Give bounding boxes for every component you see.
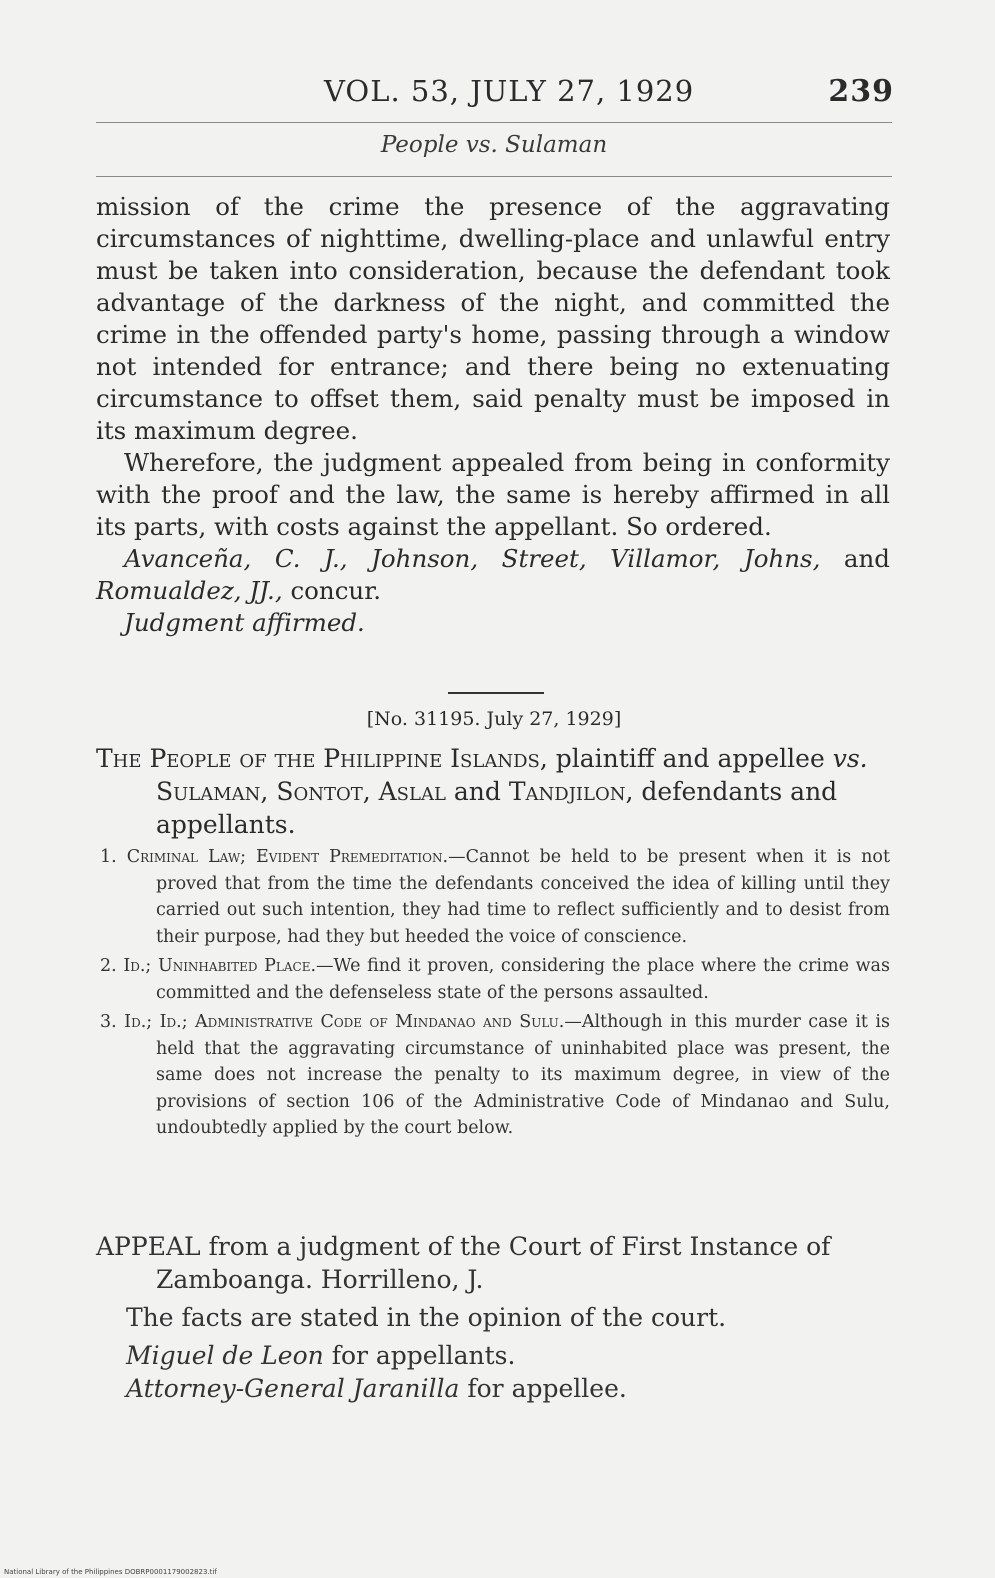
facts-line: The facts are stated in the opinion of the court. bbox=[126, 1303, 727, 1332]
syllabus-text: —Cannot be held to be present when it is not proved that from the time the defendants conceived the idea of killing until they carried out such intention, they had time to reflect sufficiently and to desist from their purpose, had they but heeded the voice of conscience. bbox=[156, 847, 890, 947]
appeal-rest: from a judgment of the Court of First Instance of Zamboanga. Horrilleno, J. bbox=[156, 1232, 831, 1294]
syllabus-text: —We find it proven, considering the place where the crime was committed and the defenseless state of the persons assaulted. bbox=[156, 956, 890, 1003]
concur-names: Avanceña, C. J., Johnson, Street, Villamor, Johns, bbox=[124, 544, 821, 573]
syllabus-num: 1. bbox=[100, 847, 117, 867]
counsel-1-role: for appellants. bbox=[331, 1341, 516, 1370]
page-header bbox=[96, 74, 896, 114]
page-number: 239 bbox=[828, 74, 894, 109]
syllabus-head: Criminal Law; Evident Premeditation. bbox=[126, 847, 449, 867]
concur-text: concur. bbox=[290, 576, 381, 605]
syllabus-item bbox=[100, 1009, 890, 1142]
running-title: People vs. Sulaman bbox=[380, 132, 608, 158]
versus: vs. bbox=[832, 744, 868, 773]
opinion-text bbox=[96, 191, 890, 639]
header-rule-top bbox=[96, 122, 892, 123]
appeal-caps: APPEAL bbox=[96, 1232, 201, 1261]
syllabus-num: 3. bbox=[100, 1012, 117, 1032]
case-title bbox=[96, 742, 890, 841]
syllabus-item bbox=[100, 844, 890, 950]
section-divider bbox=[448, 692, 544, 694]
counsel-1-name: Miguel de Leon bbox=[126, 1341, 324, 1370]
counsel-2-role: for appellee. bbox=[467, 1374, 627, 1403]
volume-date: VOL. 53, JULY 27, 1929 bbox=[324, 74, 695, 108]
header-rule-bottom bbox=[96, 176, 892, 177]
party-defendants: Sulaman, Sontot, Aslal bbox=[156, 777, 446, 806]
party-defendant-last: Tandjilon, bbox=[508, 777, 634, 806]
syllabus bbox=[100, 844, 890, 1145]
concurrence bbox=[96, 543, 890, 607]
concur-names-2: Romualdez, JJ., bbox=[96, 576, 283, 605]
paragraph-2: Wherefore, the judgment appealed from being in conformity with the proof and the law, the same is hereby affirmed in all its parts, with costs against the appellant. So ordered. bbox=[96, 448, 890, 541]
party-plaintiff: The People of the Philippine Islands, bbox=[96, 744, 548, 773]
syllabus-text: —Although in this murder case it is held that the aggravating circumstance of uninhabited place was present, the same does not increase the penalty to its maximum degree, in view of the provisions of section 106 of the Administrative Code of Mindanao and Sulu, undoubtedly applied by the court below. bbox=[156, 1012, 890, 1138]
appeal-line bbox=[96, 1230, 890, 1296]
counsel-2-name: Attorney-General Jaranilla bbox=[126, 1374, 460, 1403]
syllabus-num: 2. bbox=[100, 956, 117, 976]
syllabus-head: Id.; Id.; Administrative Code of Mindanao and Sulu. bbox=[124, 1012, 565, 1032]
case-number: [No. 31195. July 27, 1929] bbox=[366, 708, 622, 730]
role-plaintiff: plaintiff and appellee bbox=[555, 744, 825, 773]
and-word: and bbox=[453, 777, 501, 806]
appeal-section bbox=[96, 1230, 890, 1405]
syllabus-item bbox=[100, 953, 890, 1006]
role-defendants: defendants and appellants. bbox=[156, 777, 838, 839]
paragraph-1: mission of the crime the presence of the aggravating circumstances of nighttime, dwelling-place and unlawful entry must be taken into consideration, because the defendant took advantage of the darkness of the night, and committed the crime in the offended party's home, passing through a window not intended for entrance; and there being no extenuating circumstance to offset them, said penalty must be imposed in its maximum degree. bbox=[96, 192, 890, 445]
scan-footer: National Library of the Philippines DOBRP0001179002823.tif bbox=[4, 1568, 217, 1576]
judgment-line: Judgment affirmed. bbox=[124, 608, 365, 637]
concur-and: and bbox=[843, 544, 890, 573]
syllabus-head: Id.; Uninhabited Place. bbox=[123, 956, 317, 976]
counsel-appellants bbox=[96, 1339, 890, 1372]
counsel-appellee bbox=[96, 1372, 890, 1405]
